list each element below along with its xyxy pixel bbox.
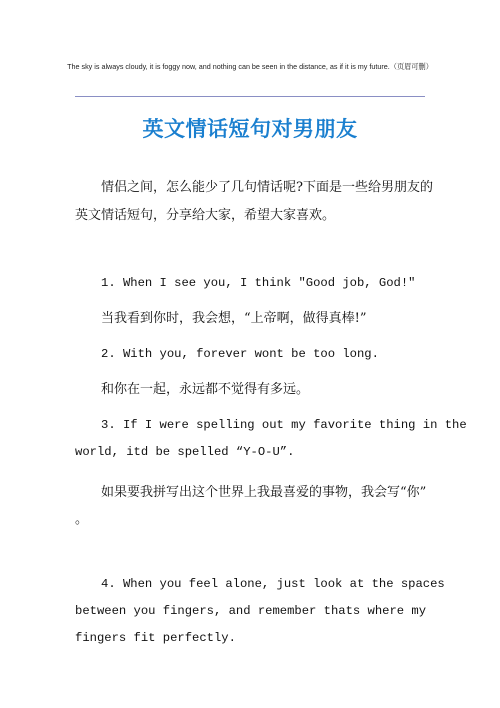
item-3-english-line-2: world, itd be spelled “Y-O-U”. (75, 445, 295, 459)
item-4-english-line-1: 4. When you feel alone, just look at the spaces (101, 577, 445, 591)
item-4-english-line-2: between you fingers, and remember thats where my (75, 604, 427, 618)
intro-line-2: 英文情话短句，分享给大家，希望大家喜欢。 (75, 208, 336, 223)
item-3-english-line-1: 3. If I were spelling out my favorite thing in the (101, 418, 467, 432)
item-1-english: 1. When I see you, I think "Good job, God!" (101, 276, 416, 290)
item-4-english-line-3: fingers fit perfectly. (75, 631, 236, 645)
item-3-chinese-line-1: 如果要我拼写出这个世界上我最喜爱的事物，我会写“你” (101, 485, 427, 500)
item-2-chinese: 和你在一起，永远都不觉得有多远。 (101, 382, 310, 397)
item-3-chinese-line-2: 。 (75, 512, 89, 527)
header-note: The sky is always cloudy, it is foggy now, and nothing can be seen in the distance, as if it is my future.（页眉可删） (67, 62, 433, 71)
item-2-english: 2. With you, forever wont be too long. (101, 347, 379, 361)
intro-line-1: 情侣之间，怎么能少了几句情话呢?下面是一些给男朋友的 (101, 180, 433, 195)
page-title: 英文情话短句对男朋友 (142, 116, 358, 141)
item-1-chinese: 当我看到你时，我会想，“上帝啊，做得真棒!” (101, 311, 367, 326)
header-divider (75, 96, 425, 97)
